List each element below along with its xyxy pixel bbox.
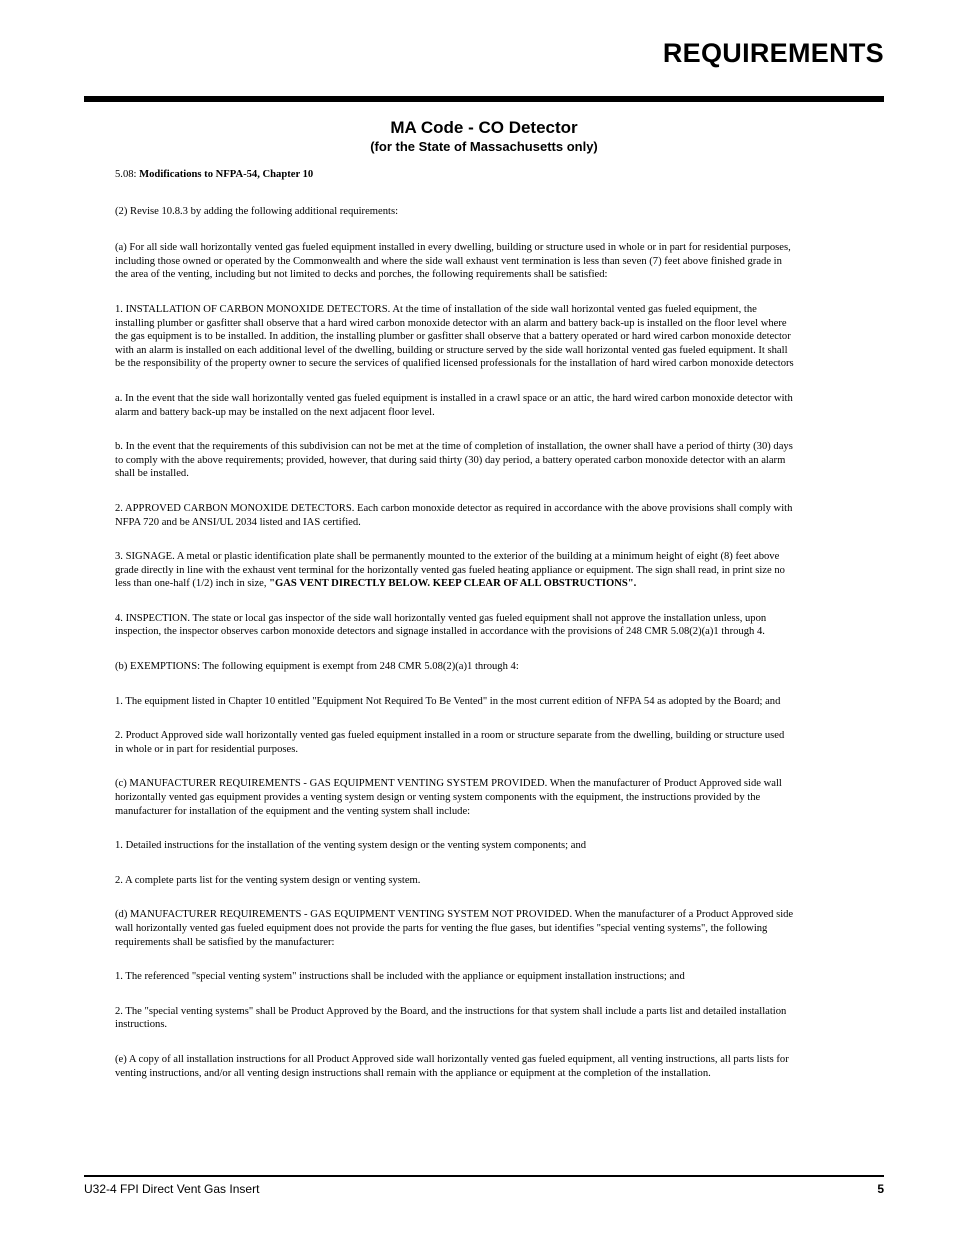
paragraph-exemption-2: 2. Product Approved side wall horizontally vented gas fueled equipment installed in a room or structure separate from the dwelling, building or structure used in whole or in part for residential purposes.: [115, 730, 785, 755]
paragraph-signage: [115, 550, 795, 591]
paragraph-section-ref: [115, 168, 795, 182]
section-title: MA Code - CO Detector: [390, 118, 578, 137]
signage-text: 3. SIGNAGE. A metal or plastic identification plate shall be permanently mounted to the exterior of the building at a minimum height of eight (8) feet above grade directly in line with the exhaust vent terminal for the horizontally vented gas fueled heating appliance or equipment. The sign shall read, in print size no less than one-half (1/2) inch in size,: [115, 551, 785, 590]
section-ref-prefix: 5.08:: [115, 169, 140, 180]
paragraph-installation-detectors: 1. INSTALLATION OF CARBON MONOXIDE DETECTORS. At the time of installation of the side wall horizontal vented gas fueled equipment, the installing plumber or gasfitter shall observe that a hard wired carbon monoxide detector with an alarm and battery back-up is installed on the floor level where the gas equipment is to be installed. In addition, the installing plumber or gasfitter shall observe that a battery operated or hard wired carbon monoxide detector with an alarm is installed on each additional level of the dwelling, building or structure served by the side wall horizontal vented gas fueled equipment. It shall be the responsibility of the property owner to secure the services of qualified licensed professionals for the installation of hard wired carbon monoxide detectors: [115, 303, 794, 370]
footer-page-number: 5: [877, 1182, 884, 1196]
paragraph-installation-copy: (e) A copy of all installation instructions for all Product Approved side wall horizontally vented gas fueled equipment, all venting instructions, all parts lists for venting instructions, and/or all venting design instructions shall remain with the appliance or equipment at the completion of the installation.: [115, 1053, 789, 1079]
document-body: [115, 168, 795, 1101]
paragraph-exemptions: (b) EXEMPTIONS: The following equipment is exempt from 248 CMR 5.08(2)(a)1 through 4:: [115, 661, 519, 673]
paragraph-not-provided-1: 1. The referenced "special venting system" instructions shall be included with the appliance or equipment installation instructions; and: [115, 971, 685, 983]
paragraph-provided-1: 1. Detailed instructions for the installation of the venting system design or the venting system components; and: [115, 840, 587, 852]
paragraph-a-requirements: (a) For all side wall horizontally vented gas fueled equipment installed in every dwelling, building or structure used in whole or in part for residential purposes, including those owned or operated by the Commonwealth and where the side wall exhaust vent termination is less than seven (7) feet above finished grade in the area of the venting, including but not limited to decks and porches, the following requirements shall be satisfied:: [115, 242, 791, 281]
paragraph-manufacturer-provided: (c) MANUFACTURER REQUIREMENTS - GAS EQUIPMENT VENTING SYSTEM PROVIDED. When the manufacturer of Product Approved side wall horizontally vented gas equipment provides a venting system design or venting system components with the equipment, the instructions provided by the manufacturer for installation of the equipment and the venting system shall include:: [115, 778, 782, 817]
paragraph-exemption-1: 1. The equipment listed in Chapter 10 entitled "Equipment Not Required To Be Vented" in the most current edition of NFPA 54 as adopted by the Board; and: [115, 695, 781, 707]
paragraph-thirty-days: b. In the event that the requirements of this subdivision can not be met at the time of completion of installation, the owner shall have a period of thirty (30) days to comply with the above requirements; provided, however, that during said thirty (30) day period, a battery operated carbon monoxide detector with an alarm shall be installed.: [115, 441, 793, 480]
page-header-title: REQUIREMENTS: [662, 38, 884, 68]
paragraph-manufacturer-not-provided: (d) MANUFACTURER REQUIREMENTS - GAS EQUIPMENT VENTING SYSTEM NOT PROVIDED. When the manufacturer of a Product Approved side wall horizontally vented gas fueled equipment does not provide the parts for venting the flue gases, but identifies "special venting systems", the following requirements shall be satisfied by the manufacturer:: [115, 909, 794, 948]
paragraph-crawl-space: a. In the event that the side wall horizontally vented gas fueled equipment is installed in a crawl space or an attic, the hard wired carbon monoxide detector with alarm and battery back-up may be installed on the next adjacent floor level.: [115, 392, 793, 418]
paragraph-not-provided-2: 2. The "special venting systems" shall be Product Approved by the Board, and the instructions for that system shall include a parts list and detailed installation instructions.: [115, 1005, 787, 1031]
paragraph-inspection: 4. INSPECTION. The state or local gas inspector of the side wall horizontally vented gas fueled equipment shall not approve the installation unless, upon inspection, the inspector observes carbon monoxide detectors and signage installed in accordance with the provisions of 248 CMR 5.08(2)(a)1 through 4.: [115, 612, 767, 638]
section-ref-title: Modifications to NFPA-54, Chapter 10: [139, 169, 314, 180]
footer-document-title: U32-4 FPI Direct Vent Gas Insert: [84, 1182, 260, 1196]
paragraph-approved-detectors: 2. APPROVED CARBON MONOXIDE DETECTORS. Each carbon monoxide detector as required in accordance with the above provisions shall comply with NFPA 720 and be ANSI/UL 2034 listed and IAS certified.: [115, 502, 793, 528]
signage-warning: "GAS VENT DIRECTLY BELOW. KEEP CLEAR OF ALL OBSTRUCTIONS".: [269, 578, 637, 590]
paragraph-provided-2: 2. A complete parts list for the venting system design or venting system.: [115, 874, 421, 886]
footer-divider: [84, 1175, 884, 1177]
header-divider: [84, 96, 884, 102]
section-subtitle: (for the State of Massachusetts only): [370, 139, 598, 154]
paragraph-revise: (2) Revise 10.8.3 by adding the following additional requirements:: [115, 205, 399, 217]
